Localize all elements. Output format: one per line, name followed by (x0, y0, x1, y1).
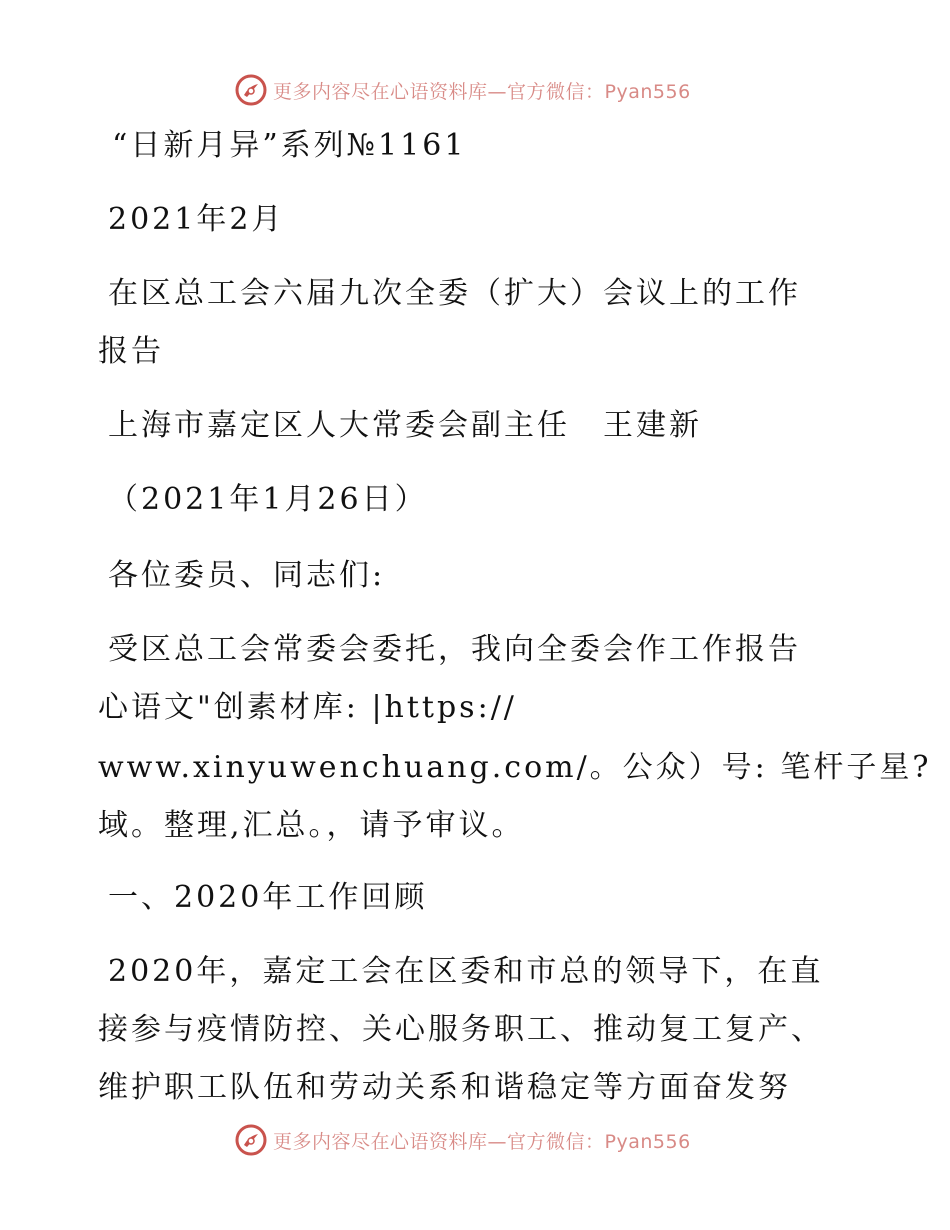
series-label: “日新月异”系列№1161 (112, 128, 467, 163)
intro-line-4: 域。整理,汇总。，请予审议。 (98, 808, 525, 843)
salutation: 各位委员、同志们: (108, 558, 386, 593)
document-date: 2021年2月 (108, 202, 285, 237)
report-title-line-1: 在区总工会六届九次全委（扩大）会议上的工作 (108, 276, 801, 311)
section-heading-1: 一、2020年工作回顾 (108, 880, 428, 915)
body-line-3: 维护职工队伍和劳动关系和谐稳定等方面奋发努 (98, 1070, 791, 1105)
intro-line-2: 心语文"创素材库: |https:// (98, 690, 517, 725)
author-line: 上海市嘉定区人大常委会副主任 王建新 (108, 408, 702, 443)
intro-line-3: www.xinyuwenchuang.com/。公众）号: 笔杆子星? (98, 750, 932, 785)
watermark-banner-top (235, 73, 691, 107)
watermark-text-bottom: 更多内容尽在心语资料库—官方微信：Pyan556 (273, 1130, 691, 1153)
watermark-logo-icon (235, 74, 267, 106)
report-title-line-2: 报告 (98, 334, 164, 369)
report-date: （2021年1月26日） (108, 482, 428, 517)
body-line-1: 2020年，嘉定工会在区委和市总的领导下，在直 (108, 954, 824, 989)
watermark-banner-bottom (235, 1123, 691, 1157)
watermark-text-top: 更多内容尽在心语资料库—官方微信：Pyan556 (273, 80, 691, 103)
body-line-2: 接参与疫情防控、关心服务职工、推动复工复产、 (98, 1012, 824, 1047)
watermark-logo-icon (235, 1124, 267, 1156)
intro-line-1: 受区总工会常委会委托，我向全委会作工作报告 (108, 632, 801, 667)
